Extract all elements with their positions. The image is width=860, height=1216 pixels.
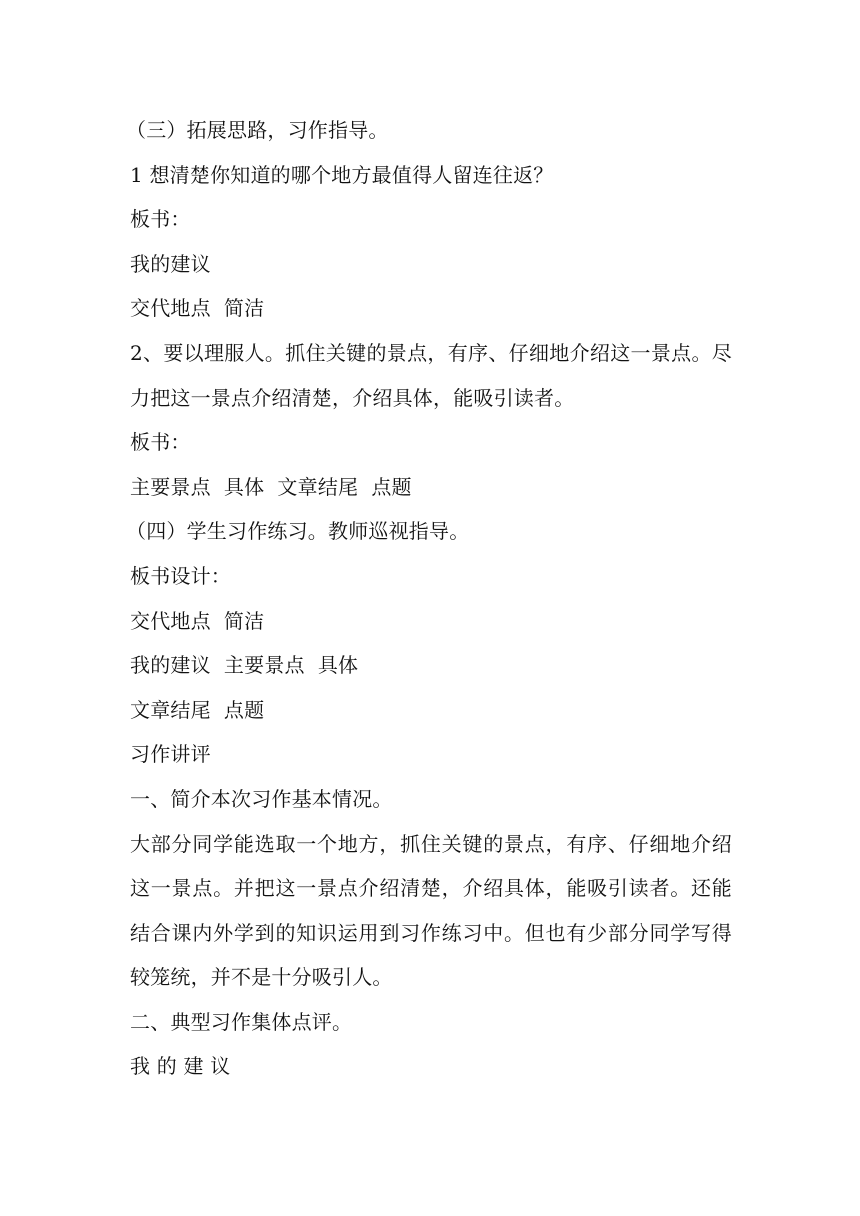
blackboard-line: 我的建议	[130, 251, 211, 276]
blackboard-line: 我的建议 主要景点 具体	[130, 653, 359, 678]
blackboard-line: 主要景点 具体 文章结尾 点题	[130, 474, 412, 499]
label-blackboard: 板书：	[130, 430, 191, 455]
section-heading-3: （三）拓展思路，习作指导。	[126, 118, 389, 142]
section-heading-one: 一、简介本次习作基本情况。	[130, 786, 393, 811]
section-heading-two: 二、典型习作集体点评。	[130, 1009, 353, 1034]
section-heading-4: （四）学生习作练习。教师巡视指导。	[126, 519, 470, 544]
section-title-review: 习作讲评	[130, 742, 211, 767]
blackboard-line: 交代地点 简洁	[130, 296, 265, 321]
label-blackboard-design: 板书设计：	[130, 563, 231, 588]
blackboard-line: 文章结尾 点题	[130, 697, 265, 722]
paragraph-persuade: 2、要以理服人。抓住关键的景点，有序、仔细地介绍这一景点。尽力把这一景点介绍清楚，介绍具体，能吸引读者。	[130, 340, 732, 410]
blackboard-line: 交代地点 简洁	[130, 608, 265, 633]
paragraph-question: 1 想清楚你知道的哪个地方最值得人留连往返？	[130, 162, 554, 187]
essay-title: 我 的 建 议	[130, 1054, 231, 1079]
document-body	[126, 108, 732, 1089]
label-blackboard: 板书：	[130, 207, 191, 232]
paragraph-summary: 大部分同学能选取一个地方，抓住关键的景点，有序、仔细地介绍这一景点。并把这一景点介绍清楚，介绍具体，能吸引读者。还能结合课内外学到的知识运用到习作练习中。但也有少部分同学写得较笼统，并不是十分吸引人。	[130, 831, 732, 990]
